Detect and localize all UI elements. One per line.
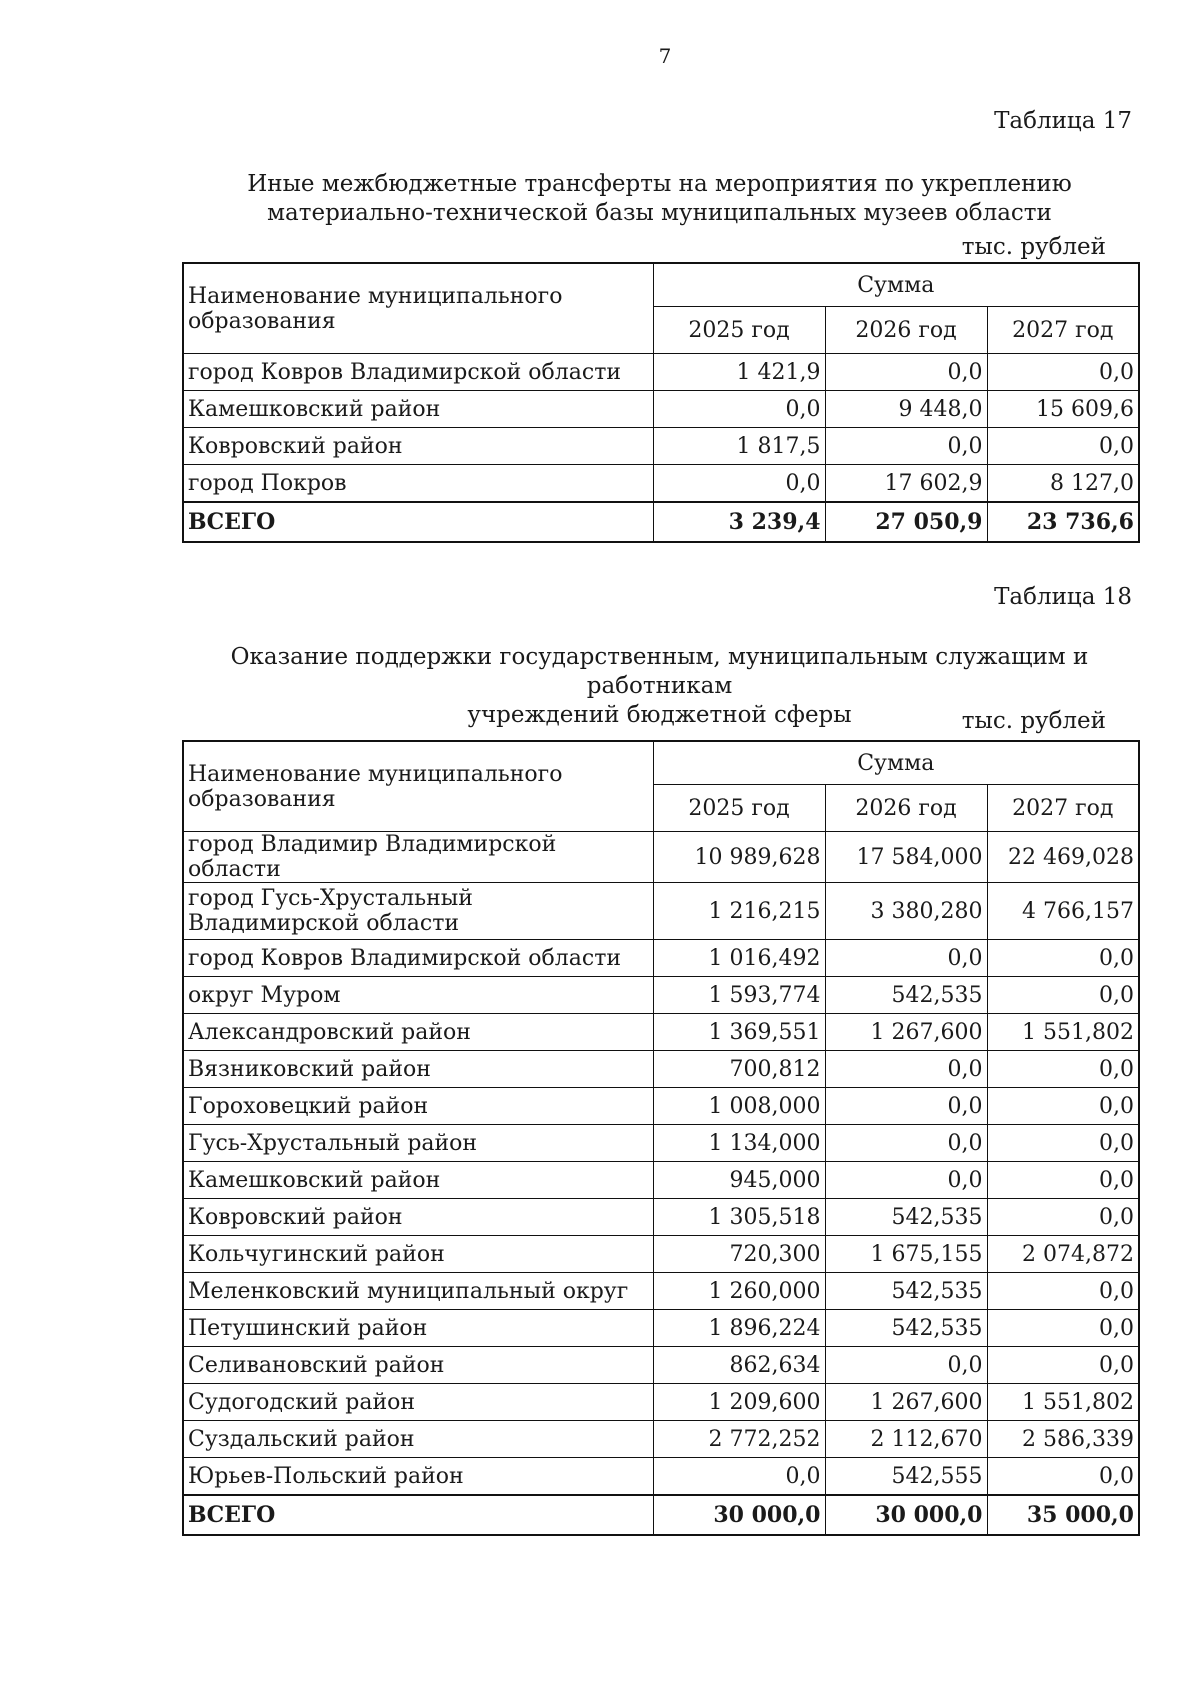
table-row [183, 1273, 1139, 1310]
row-value-2026: 542,535 [825, 977, 987, 1014]
table-row [183, 883, 1139, 940]
row-value-2025: 1 369,551 [653, 1014, 825, 1051]
table-row [183, 1162, 1139, 1199]
row-value-2025: 1 305,518 [653, 1199, 825, 1236]
header-name: Наименование муниципального образования [183, 741, 653, 832]
row-value-2026: 542,535 [825, 1199, 987, 1236]
row-name: город Ковров Владимирской области [183, 940, 653, 977]
row-value-2025: 0,0 [653, 391, 825, 428]
table-row [183, 1088, 1139, 1125]
row-value-2027: 0,0 [987, 1458, 1139, 1496]
row-value-2027: 0,0 [987, 354, 1139, 391]
total-value-2025: 3 239,4 [653, 502, 825, 542]
row-value-2025: 1 896,224 [653, 1310, 825, 1347]
total-value-2026: 30 000,0 [825, 1495, 987, 1535]
row-value-2025: 700,812 [653, 1051, 825, 1088]
header-year-2026: 2026 год [825, 307, 987, 354]
table-row [183, 1199, 1139, 1236]
row-value-2025: 720,300 [653, 1236, 825, 1273]
table-row [183, 1125, 1139, 1162]
total-value-2027: 23 736,6 [987, 502, 1139, 542]
row-value-2026: 1 267,600 [825, 1014, 987, 1051]
table-18-label: Таблица 18 [994, 584, 1132, 610]
row-value-2025: 1 209,600 [653, 1384, 825, 1421]
row-value-2026: 0,0 [825, 354, 987, 391]
row-value-2026: 17 584,000 [825, 832, 987, 883]
total-value-2026: 27 050,9 [825, 502, 987, 542]
table-row [183, 1458, 1139, 1496]
row-value-2026: 0,0 [825, 1347, 987, 1384]
header-year-2026: 2026 год [825, 785, 987, 832]
row-name: город Владимир Владимирской области [183, 832, 653, 883]
table-17-label: Таблица 17 [994, 108, 1132, 134]
row-value-2025: 1 817,5 [653, 428, 825, 465]
table-17-units: тыс. рублей [961, 234, 1106, 260]
header-year-2025: 2025 год [653, 307, 825, 354]
row-value-2027: 0,0 [987, 1199, 1139, 1236]
row-name: Гусь-Хрустальный район [183, 1125, 653, 1162]
row-value-2026: 542,555 [825, 1458, 987, 1496]
row-value-2025: 1 016,492 [653, 940, 825, 977]
table-17-title-line2: материально-технической базы муниципальных музеев области [267, 200, 1052, 226]
table-row [183, 1236, 1139, 1273]
table-18-title-line1: Оказание поддержки государственным, муниципальным служащим и работникам [230, 644, 1089, 699]
table-row [183, 1421, 1139, 1458]
row-value-2027: 4 766,157 [987, 883, 1139, 940]
row-value-2025: 1 216,215 [653, 883, 825, 940]
row-name: Петушинский район [183, 1310, 653, 1347]
total-label: ВСЕГО [183, 1495, 653, 1535]
row-name: Камешковский район [183, 1162, 653, 1199]
row-value-2027: 0,0 [987, 1347, 1139, 1384]
row-value-2027: 2 586,339 [987, 1421, 1139, 1458]
table-17-title-line1: Иные межбюджетные трансферты на мероприятия по укреплению [247, 171, 1072, 197]
row-value-2026: 1 267,600 [825, 1384, 987, 1421]
row-value-2027: 15 609,6 [987, 391, 1139, 428]
row-value-2027: 0,0 [987, 1310, 1139, 1347]
row-value-2027: 0,0 [987, 977, 1139, 1014]
row-value-2025: 2 772,252 [653, 1421, 825, 1458]
row-value-2026: 0,0 [825, 1051, 987, 1088]
row-name: Камешковский район [183, 391, 653, 428]
row-value-2025: 1 260,000 [653, 1273, 825, 1310]
row-name: Селивановский район [183, 1347, 653, 1384]
row-value-2026: 2 112,670 [825, 1421, 987, 1458]
total-label: ВСЕГО [183, 502, 653, 542]
row-value-2026: 0,0 [825, 1162, 987, 1199]
row-value-2026: 0,0 [825, 1125, 987, 1162]
row-value-2027: 8 127,0 [987, 465, 1139, 503]
row-name: Юрьев-Польский район [183, 1458, 653, 1496]
row-value-2026: 17 602,9 [825, 465, 987, 503]
table-row [183, 1347, 1139, 1384]
row-value-2025: 1 008,000 [653, 1088, 825, 1125]
table-row [183, 465, 1139, 503]
row-name: Гороховецкий район [183, 1088, 653, 1125]
table-row [183, 1051, 1139, 1088]
total-row [183, 1495, 1139, 1535]
row-value-2027: 2 074,872 [987, 1236, 1139, 1273]
row-value-2027: 0,0 [987, 1162, 1139, 1199]
row-value-2027: 1 551,802 [987, 1384, 1139, 1421]
row-value-2025: 1 421,9 [653, 354, 825, 391]
row-value-2027: 0,0 [987, 940, 1139, 977]
row-value-2026: 9 448,0 [825, 391, 987, 428]
table-17 [182, 262, 1140, 543]
row-value-2025: 1 134,000 [653, 1125, 825, 1162]
row-value-2027: 0,0 [987, 1273, 1139, 1310]
row-value-2026: 542,535 [825, 1310, 987, 1347]
row-name: Кольчугинский район [183, 1236, 653, 1273]
header-year-2025: 2025 год [653, 785, 825, 832]
total-value-2027: 35 000,0 [987, 1495, 1139, 1535]
row-name: Суздальский район [183, 1421, 653, 1458]
row-name: Вязниковский район [183, 1051, 653, 1088]
row-value-2025: 862,634 [653, 1347, 825, 1384]
table-row [183, 1384, 1139, 1421]
row-name: город Гусь-Хрустальный Владимирской области [183, 883, 653, 940]
header-year-2027: 2027 год [987, 785, 1139, 832]
row-name: Судогодский район [183, 1384, 653, 1421]
table-18-body [183, 832, 1139, 1536]
header-year-2027: 2027 год [987, 307, 1139, 354]
row-name: город Покров [183, 465, 653, 503]
row-value-2025: 945,000 [653, 1162, 825, 1199]
row-name: округ Муром [183, 977, 653, 1014]
page-number: 7 [658, 44, 672, 68]
row-value-2026: 0,0 [825, 428, 987, 465]
header-sum: Сумма [653, 263, 1139, 307]
row-value-2026: 542,535 [825, 1273, 987, 1310]
row-value-2025: 0,0 [653, 1458, 825, 1496]
row-value-2027: 0,0 [987, 428, 1139, 465]
header-sum: Сумма [653, 741, 1139, 785]
table-17-title [182, 170, 1137, 228]
table-row [183, 391, 1139, 428]
row-name: Александровский район [183, 1014, 653, 1051]
header-name: Наименование муниципального образования [183, 263, 653, 354]
table-row [183, 832, 1139, 883]
table-row [183, 354, 1139, 391]
table-row [183, 1014, 1139, 1051]
row-value-2027: 22 469,028 [987, 832, 1139, 883]
table-row [183, 428, 1139, 465]
table-17-body [183, 354, 1139, 543]
table-row [183, 977, 1139, 1014]
row-value-2025: 0,0 [653, 465, 825, 503]
row-value-2027: 0,0 [987, 1051, 1139, 1088]
row-value-2025: 10 989,628 [653, 832, 825, 883]
table-18-units: тыс. рублей [961, 708, 1106, 734]
total-value-2025: 30 000,0 [653, 1495, 825, 1535]
row-value-2026: 0,0 [825, 940, 987, 977]
table-row [183, 1310, 1139, 1347]
row-name: город Ковров Владимирской области [183, 354, 653, 391]
table-row [183, 940, 1139, 977]
row-name: Ковровский район [183, 428, 653, 465]
row-value-2027: 0,0 [987, 1125, 1139, 1162]
row-value-2026: 3 380,280 [825, 883, 987, 940]
row-value-2027: 1 551,802 [987, 1014, 1139, 1051]
row-value-2027: 0,0 [987, 1088, 1139, 1125]
row-value-2026: 1 675,155 [825, 1236, 987, 1273]
table-18 [182, 740, 1140, 1536]
table-18-title-line2: учреждений бюджетной сферы [467, 702, 852, 728]
row-name: Ковровский район [183, 1199, 653, 1236]
total-row [183, 502, 1139, 542]
row-name: Меленковский муниципальный округ [183, 1273, 653, 1310]
row-value-2026: 0,0 [825, 1088, 987, 1125]
row-value-2025: 1 593,774 [653, 977, 825, 1014]
